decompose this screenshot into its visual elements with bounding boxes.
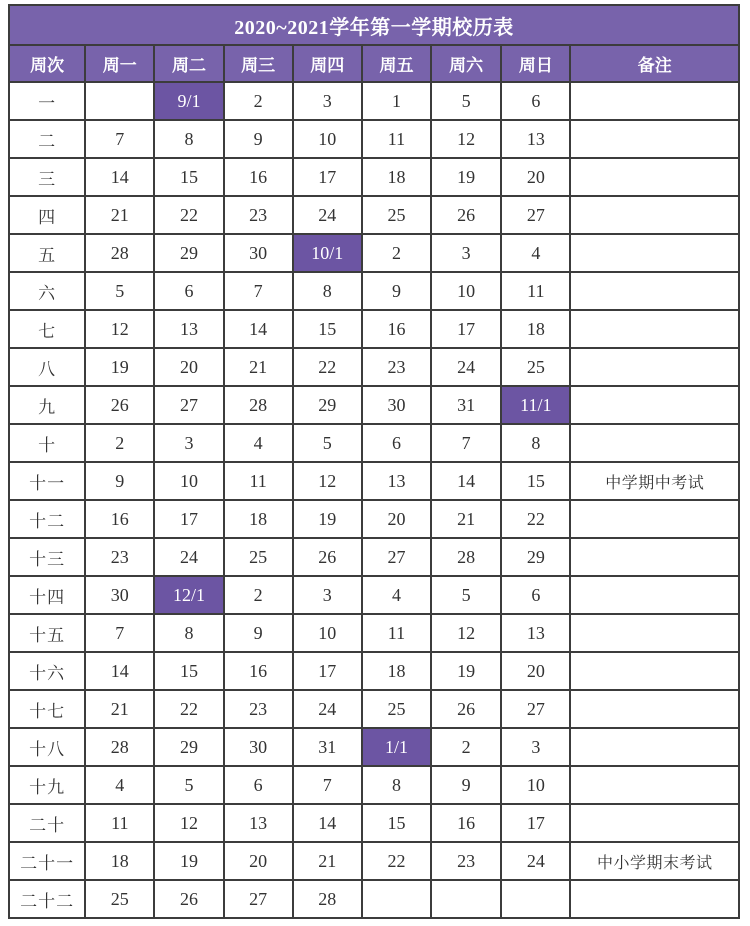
day-cell: 13 <box>154 310 223 348</box>
day-cell: 27 <box>501 690 570 728</box>
week-row <box>9 842 739 880</box>
day-cell: 6 <box>362 424 431 462</box>
day-cell: 12 <box>85 310 154 348</box>
week-number-cell: 十五 <box>9 614 85 652</box>
week-number-cell: 二十一 <box>9 842 85 880</box>
day-cell: 27 <box>362 538 431 576</box>
column-header-3: 周三 <box>224 45 293 82</box>
school-calendar-table <box>8 4 740 919</box>
day-cell: 6 <box>501 576 570 614</box>
remark-cell <box>570 728 739 766</box>
day-cell: 17 <box>501 804 570 842</box>
day-cell: 9 <box>431 766 501 804</box>
week-row <box>9 158 739 196</box>
day-cell: 5 <box>154 766 223 804</box>
week-number-cell: 十一 <box>9 462 85 500</box>
day-cell: 10 <box>293 120 362 158</box>
day-cell: 7 <box>85 614 154 652</box>
day-cell: 2 <box>224 82 293 120</box>
day-cell: 18 <box>362 158 431 196</box>
remark-cell: 中学期中考试 <box>570 462 739 500</box>
day-cell: 23 <box>85 538 154 576</box>
day-cell: 14 <box>293 804 362 842</box>
day-cell: 6 <box>224 766 293 804</box>
day-cell: 3 <box>154 424 223 462</box>
day-cell: 12 <box>293 462 362 500</box>
day-cell: 5 <box>431 576 501 614</box>
remark-cell: 中小学期末考试 <box>570 842 739 880</box>
day-cell: 22 <box>362 842 431 880</box>
remark-cell <box>570 158 739 196</box>
day-cell: 4 <box>224 424 293 462</box>
week-row <box>9 614 739 652</box>
day-cell: 27 <box>224 880 293 918</box>
day-cell: 8 <box>362 766 431 804</box>
day-cell: 4 <box>501 234 570 272</box>
day-cell: 3 <box>501 728 570 766</box>
day-cell: 16 <box>224 158 293 196</box>
remark-cell <box>570 424 739 462</box>
day-cell: 19 <box>431 652 501 690</box>
week-row <box>9 880 739 918</box>
day-cell: 9 <box>362 272 431 310</box>
day-cell: 26 <box>431 196 501 234</box>
week-row <box>9 728 739 766</box>
day-cell: 24 <box>431 348 501 386</box>
day-cell: 2 <box>431 728 501 766</box>
week-number-cell: 六 <box>9 272 85 310</box>
day-cell: 21 <box>431 500 501 538</box>
day-cell: 15 <box>362 804 431 842</box>
day-cell: 24 <box>501 842 570 880</box>
day-cell: 6 <box>154 272 223 310</box>
day-cell: 29 <box>293 386 362 424</box>
day-cell: 24 <box>293 196 362 234</box>
week-number-cell: 十八 <box>9 728 85 766</box>
day-cell: 25 <box>362 690 431 728</box>
day-cell: 28 <box>431 538 501 576</box>
day-cell: 22 <box>154 196 223 234</box>
day-cell: 10 <box>501 766 570 804</box>
week-row <box>9 652 739 690</box>
day-cell: 12 <box>431 120 501 158</box>
day-cell: 21 <box>293 842 362 880</box>
day-cell: 20 <box>362 500 431 538</box>
column-header-8: 备注 <box>570 45 739 82</box>
day-cell: 17 <box>293 158 362 196</box>
month-start-cell: 1/1 <box>362 728 431 766</box>
week-number-cell: 一 <box>9 82 85 120</box>
remark-cell <box>570 272 739 310</box>
month-start-cell: 11/1 <box>501 386 570 424</box>
day-cell: 18 <box>224 500 293 538</box>
remark-cell <box>570 576 739 614</box>
day-cell: 11 <box>362 614 431 652</box>
day-cell: 28 <box>224 386 293 424</box>
day-cell: 26 <box>154 880 223 918</box>
month-start-cell: 10/1 <box>293 234 362 272</box>
week-number-cell: 十四 <box>9 576 85 614</box>
week-number-cell: 十二 <box>9 500 85 538</box>
week-number-cell: 十七 <box>9 690 85 728</box>
week-row <box>9 424 739 462</box>
day-cell: 31 <box>431 386 501 424</box>
week-row <box>9 538 739 576</box>
day-cell: 7 <box>293 766 362 804</box>
day-cell: 13 <box>501 614 570 652</box>
week-row <box>9 462 739 500</box>
day-cell: 15 <box>154 652 223 690</box>
day-cell: 17 <box>154 500 223 538</box>
column-header-7: 周日 <box>501 45 570 82</box>
day-cell: 10 <box>431 272 501 310</box>
day-cell: 15 <box>501 462 570 500</box>
column-header-5: 周五 <box>362 45 431 82</box>
day-cell: 23 <box>362 348 431 386</box>
day-cell: 29 <box>501 538 570 576</box>
day-cell: 2 <box>224 576 293 614</box>
day-cell: 20 <box>154 348 223 386</box>
day-cell: 9 <box>85 462 154 500</box>
day-cell: 11 <box>362 120 431 158</box>
day-cell: 5 <box>85 272 154 310</box>
day-cell: 30 <box>224 728 293 766</box>
day-cell: 16 <box>431 804 501 842</box>
day-cell: 29 <box>154 728 223 766</box>
remark-cell <box>570 766 739 804</box>
day-cell: 13 <box>362 462 431 500</box>
day-cell: 2 <box>362 234 431 272</box>
month-start-cell: 12/1 <box>154 576 223 614</box>
day-cell: 29 <box>154 234 223 272</box>
day-cell: 22 <box>501 500 570 538</box>
day-cell: 16 <box>85 500 154 538</box>
day-cell: 15 <box>293 310 362 348</box>
day-cell: 17 <box>431 310 501 348</box>
day-cell: 13 <box>224 804 293 842</box>
day-cell: 25 <box>85 880 154 918</box>
day-cell: 14 <box>224 310 293 348</box>
day-cell: 19 <box>154 842 223 880</box>
column-header-1: 周一 <box>85 45 154 82</box>
day-cell: 6 <box>501 82 570 120</box>
day-cell: 7 <box>85 120 154 158</box>
week-number-cell: 五 <box>9 234 85 272</box>
day-cell: 5 <box>293 424 362 462</box>
day-cell: 24 <box>154 538 223 576</box>
remark-cell <box>570 386 739 424</box>
day-cell: 28 <box>85 234 154 272</box>
day-cell: 9 <box>224 120 293 158</box>
day-cell <box>431 880 501 918</box>
remark-cell <box>570 614 739 652</box>
remark-cell <box>570 310 739 348</box>
day-cell: 2 <box>85 424 154 462</box>
remark-cell <box>570 196 739 234</box>
day-cell: 20 <box>501 158 570 196</box>
remark-cell <box>570 120 739 158</box>
week-number-cell: 二十二 <box>9 880 85 918</box>
week-row <box>9 310 739 348</box>
week-number-cell: 十三 <box>9 538 85 576</box>
day-cell: 10 <box>154 462 223 500</box>
column-header-4: 周四 <box>293 45 362 82</box>
week-row <box>9 196 739 234</box>
day-cell: 28 <box>293 880 362 918</box>
day-cell: 25 <box>501 348 570 386</box>
day-cell: 13 <box>501 120 570 158</box>
day-cell: 22 <box>154 690 223 728</box>
day-cell: 4 <box>85 766 154 804</box>
remark-cell <box>570 348 739 386</box>
remark-cell <box>570 500 739 538</box>
day-cell: 18 <box>85 842 154 880</box>
day-cell: 11 <box>501 272 570 310</box>
day-cell: 28 <box>85 728 154 766</box>
day-cell: 22 <box>293 348 362 386</box>
day-cell: 8 <box>154 614 223 652</box>
day-cell: 7 <box>431 424 501 462</box>
remark-cell <box>570 690 739 728</box>
week-row <box>9 348 739 386</box>
day-cell: 18 <box>362 652 431 690</box>
column-header-row <box>9 45 739 82</box>
week-row <box>9 766 739 804</box>
day-cell: 27 <box>154 386 223 424</box>
week-row <box>9 82 739 120</box>
day-cell <box>362 880 431 918</box>
day-cell: 15 <box>154 158 223 196</box>
week-row <box>9 120 739 158</box>
day-cell: 20 <box>501 652 570 690</box>
day-cell: 23 <box>224 690 293 728</box>
day-cell: 11 <box>85 804 154 842</box>
day-cell: 23 <box>224 196 293 234</box>
calendar-title: 2020~2021学年第一学期校历表 <box>9 5 739 45</box>
day-cell: 20 <box>224 842 293 880</box>
week-row <box>9 272 739 310</box>
week-row <box>9 804 739 842</box>
week-row <box>9 234 739 272</box>
title-row <box>9 5 739 45</box>
day-cell: 25 <box>362 196 431 234</box>
day-cell: 21 <box>224 348 293 386</box>
week-number-cell: 九 <box>9 386 85 424</box>
day-cell: 23 <box>431 842 501 880</box>
day-cell: 3 <box>293 82 362 120</box>
day-cell: 17 <box>293 652 362 690</box>
day-cell: 30 <box>85 576 154 614</box>
week-number-cell: 三 <box>9 158 85 196</box>
day-cell: 1 <box>362 82 431 120</box>
week-number-cell: 十九 <box>9 766 85 804</box>
day-cell: 11 <box>224 462 293 500</box>
day-cell: 19 <box>431 158 501 196</box>
day-cell: 27 <box>501 196 570 234</box>
remark-cell <box>570 880 739 918</box>
day-cell: 8 <box>154 120 223 158</box>
day-cell: 24 <box>293 690 362 728</box>
remark-cell <box>570 538 739 576</box>
week-number-cell: 十 <box>9 424 85 462</box>
day-cell: 8 <box>293 272 362 310</box>
week-number-cell: 四 <box>9 196 85 234</box>
day-cell: 19 <box>293 500 362 538</box>
week-number-cell: 十六 <box>9 652 85 690</box>
day-cell: 14 <box>85 652 154 690</box>
remark-cell <box>570 82 739 120</box>
day-cell: 5 <box>431 82 501 120</box>
week-number-cell: 七 <box>9 310 85 348</box>
day-cell: 4 <box>362 576 431 614</box>
day-cell: 31 <box>293 728 362 766</box>
day-cell <box>85 82 154 120</box>
day-cell: 19 <box>85 348 154 386</box>
day-cell: 26 <box>293 538 362 576</box>
day-cell: 26 <box>431 690 501 728</box>
day-cell: 26 <box>85 386 154 424</box>
day-cell: 7 <box>224 272 293 310</box>
day-cell: 30 <box>362 386 431 424</box>
day-cell <box>501 880 570 918</box>
day-cell: 9 <box>224 614 293 652</box>
week-number-cell: 八 <box>9 348 85 386</box>
day-cell: 25 <box>224 538 293 576</box>
day-cell: 18 <box>501 310 570 348</box>
day-cell: 8 <box>501 424 570 462</box>
day-cell: 21 <box>85 196 154 234</box>
day-cell: 3 <box>293 576 362 614</box>
week-row <box>9 386 739 424</box>
day-cell: 16 <box>224 652 293 690</box>
remark-cell <box>570 234 739 272</box>
column-header-0: 周次 <box>9 45 85 82</box>
day-cell: 14 <box>85 158 154 196</box>
day-cell: 12 <box>431 614 501 652</box>
day-cell: 21 <box>85 690 154 728</box>
remark-cell <box>570 652 739 690</box>
week-number-cell: 二十 <box>9 804 85 842</box>
day-cell: 12 <box>154 804 223 842</box>
column-header-6: 周六 <box>431 45 501 82</box>
month-start-cell: 9/1 <box>154 82 223 120</box>
day-cell: 14 <box>431 462 501 500</box>
remark-cell <box>570 804 739 842</box>
week-row <box>9 690 739 728</box>
week-row <box>9 576 739 614</box>
week-row <box>9 500 739 538</box>
day-cell: 10 <box>293 614 362 652</box>
column-header-2: 周二 <box>154 45 223 82</box>
day-cell: 16 <box>362 310 431 348</box>
week-number-cell: 二 <box>9 120 85 158</box>
day-cell: 30 <box>224 234 293 272</box>
day-cell: 3 <box>431 234 501 272</box>
calendar-body <box>9 82 739 918</box>
